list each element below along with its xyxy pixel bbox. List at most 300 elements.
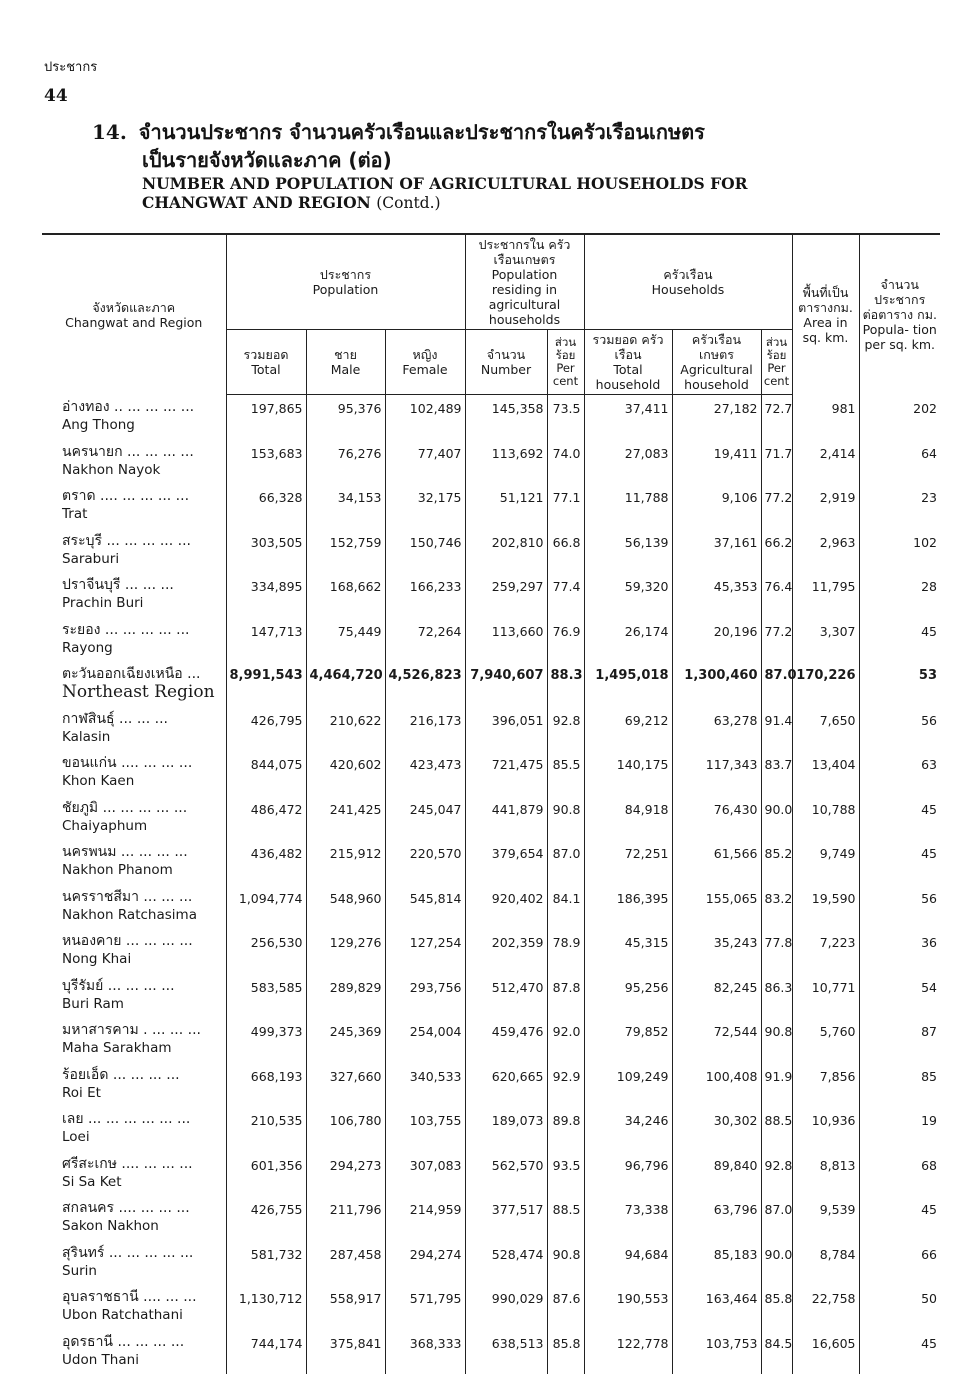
title-thai-line-2: เป็นรายจังหวัดและภาค (ต่อ) — [142, 146, 852, 174]
cell-hh-pct: 90.0 — [761, 1241, 792, 1286]
cell-hh-total: 59,320 — [584, 573, 672, 618]
header-female-th: หญิง — [388, 347, 463, 362]
header-ag-number-en: Number — [468, 362, 545, 377]
header-hh-percent — [761, 330, 792, 395]
cell-ag-pct: 92.8 — [547, 707, 584, 752]
cell-density: 53 — [859, 662, 940, 707]
cell-male: 294,273 — [306, 1152, 385, 1197]
cell-total: 147,713 — [226, 618, 306, 663]
header-households — [584, 234, 792, 330]
cell-hh-total: 72,251 — [584, 840, 672, 885]
cell-changwat — [42, 395, 226, 440]
header-area-th: พื้นที่เป็น ตารางกม. — [795, 285, 857, 315]
cell-total: 668,193 — [226, 1063, 306, 1108]
cell-density: 68 — [859, 1152, 940, 1197]
cell-area: 981 — [792, 395, 859, 440]
cell-total: 844,075 — [226, 751, 306, 796]
cell-changwat — [42, 707, 226, 752]
cell-hh-pct: 77.2 — [761, 618, 792, 663]
cell-ag-number: 920,402 — [465, 885, 547, 930]
cell-ag-number: 441,879 — [465, 796, 547, 841]
cell-hh-pct: 84.5 — [761, 1330, 792, 1374]
table-row — [42, 529, 940, 574]
cell-hh-total: 96,796 — [584, 1152, 672, 1197]
cell-hh-pct: 86.3 — [761, 974, 792, 1019]
header-ag-percent-th: ส่วน ร้อย — [550, 336, 582, 362]
cell-density: 102 — [859, 529, 940, 574]
table-number: 14. — [92, 120, 127, 144]
title-contd: (Contd.) — [376, 194, 440, 212]
cell-hh-ag: 117,343 — [672, 751, 761, 796]
cell-ag-number: 459,476 — [465, 1018, 547, 1063]
cell-female: 294,274 — [385, 1241, 465, 1286]
cell-changwat — [42, 840, 226, 885]
cell-hh-pct: 87.0 — [761, 662, 792, 707]
header-ag-household-en: Agricultural household — [675, 362, 759, 392]
changwat-english: Ubon Ratchathani — [62, 1306, 223, 1324]
changwat-thai: ชัยภูมิ ... ... ... ... ... — [62, 799, 223, 817]
page-number: 44 — [44, 86, 68, 106]
cell-hh-ag: 76,430 — [672, 796, 761, 841]
cell-area: 19,590 — [792, 885, 859, 930]
cell-density: 45 — [859, 1330, 940, 1374]
cell-female: 571,795 — [385, 1285, 465, 1330]
cell-total: 1,094,774 — [226, 885, 306, 930]
cell-male: 327,660 — [306, 1063, 385, 1108]
header-male — [306, 330, 385, 395]
cell-changwat — [42, 1152, 226, 1197]
cell-male: 287,458 — [306, 1241, 385, 1286]
header-density-en: Popula- tion per sq. km. — [862, 322, 939, 352]
cell-hh-ag: 37,161 — [672, 529, 761, 574]
changwat-thai: อุดรธานี ... ... ... ... — [62, 1333, 223, 1351]
changwat-english: Udon Thani — [62, 1351, 223, 1369]
cell-hh-total: 73,338 — [584, 1196, 672, 1241]
cell-hh-total: 56,139 — [584, 529, 672, 574]
cell-ag-pct: 87.8 — [547, 974, 584, 1019]
changwat-thai: สกลนคร .... ... ... ... — [62, 1199, 223, 1217]
cell-ag-number: 202,810 — [465, 529, 547, 574]
title-english-line-2 — [142, 193, 852, 213]
cell-male: 95,376 — [306, 395, 385, 440]
cell-ag-number: 990,029 — [465, 1285, 547, 1330]
header-total-en: Total — [229, 362, 304, 377]
changwat-english: Trat — [62, 505, 223, 523]
header-ag-population-en: Population residing in agricultural households — [468, 267, 582, 327]
cell-male: 129,276 — [306, 929, 385, 974]
cell-male: 245,369 — [306, 1018, 385, 1063]
cell-area: 170,226 — [792, 662, 859, 707]
cell-hh-pct: 77.8 — [761, 929, 792, 974]
header-households-en: Households — [587, 282, 790, 297]
changwat-english: Khon Kaen — [62, 772, 223, 790]
table-title — [92, 118, 852, 213]
cell-hh-total: 11,788 — [584, 484, 672, 529]
cell-hh-ag: 155,065 — [672, 885, 761, 930]
changwat-english: Sakon Nakhon — [62, 1217, 223, 1235]
cell-total: 436,482 — [226, 840, 306, 885]
cell-hh-pct: 72.7 — [761, 395, 792, 440]
cell-hh-pct: 88.5 — [761, 1107, 792, 1152]
cell-changwat — [42, 796, 226, 841]
cell-hh-ag: 85,183 — [672, 1241, 761, 1286]
cell-male: 75,449 — [306, 618, 385, 663]
cell-hh-ag: 82,245 — [672, 974, 761, 1019]
cell-ag-number: 51,121 — [465, 484, 547, 529]
cell-hh-pct: 91.9 — [761, 1063, 792, 1108]
table-row — [42, 1018, 940, 1063]
cell-total: 426,795 — [226, 707, 306, 752]
cell-total: 426,755 — [226, 1196, 306, 1241]
cell-ag-number: 721,475 — [465, 751, 547, 796]
cell-density: 28 — [859, 573, 940, 618]
running-head: ประชากร — [44, 56, 97, 77]
cell-ag-number: 377,517 — [465, 1196, 547, 1241]
header-density — [859, 234, 940, 395]
header-hh-percent-en: Per cent — [764, 362, 790, 388]
changwat-thai: ศรีสะเกษ .... ... ... ... — [62, 1155, 223, 1173]
cell-area: 9,749 — [792, 840, 859, 885]
cell-changwat — [42, 885, 226, 930]
cell-ag-pct: 85.8 — [547, 1330, 584, 1374]
cell-area: 3,307 — [792, 618, 859, 663]
cell-density: 23 — [859, 484, 940, 529]
table-row — [42, 395, 940, 440]
cell-hh-total: 186,395 — [584, 885, 672, 930]
cell-area: 2,963 — [792, 529, 859, 574]
header-population-en: Population — [229, 282, 463, 297]
header-ag-household-th: ครัวเรือน เกษตร — [675, 332, 759, 362]
cell-density: 66 — [859, 1241, 940, 1286]
changwat-english: Nakhon Ratchasima — [62, 906, 223, 924]
cell-area: 7,223 — [792, 929, 859, 974]
cell-hh-total: 109,249 — [584, 1063, 672, 1108]
cell-ag-pct: 77.1 — [547, 484, 584, 529]
table-row — [42, 707, 940, 752]
cell-area: 5,760 — [792, 1018, 859, 1063]
cell-ag-number: 113,692 — [465, 440, 547, 485]
cell-male: 4,464,720 — [306, 662, 385, 707]
header-ag-percent — [547, 330, 584, 395]
cell-area: 10,936 — [792, 1107, 859, 1152]
cell-area: 2,414 — [792, 440, 859, 485]
cell-total: 334,895 — [226, 573, 306, 618]
changwat-thai: ปราจีนบุรี ... ... ... — [62, 576, 223, 594]
header-region-th: จังหวัดและภาค — [44, 300, 224, 315]
cell-ag-pct: 93.5 — [547, 1152, 584, 1197]
cell-female: 293,756 — [385, 974, 465, 1019]
cell-density: 45 — [859, 1196, 940, 1241]
changwat-thai: สุรินทร์ ... ... ... ... ... — [62, 1244, 223, 1262]
cell-hh-pct: 66.2 — [761, 529, 792, 574]
header-total-household-en: Total household — [587, 362, 670, 392]
cell-changwat — [42, 974, 226, 1019]
table-row — [42, 840, 940, 885]
cell-changwat — [42, 484, 226, 529]
header-area — [792, 234, 859, 395]
cell-changwat — [42, 1285, 226, 1330]
changwat-thai: นครพนม ... ... ... ... — [62, 843, 223, 861]
cell-ag-pct: 88.3 — [547, 662, 584, 707]
cell-changwat — [42, 573, 226, 618]
table-body — [42, 395, 940, 1374]
changwat-thai: มหาสารคาม . ... ... ... — [62, 1021, 223, 1039]
cell-ag-pct: 73.5 — [547, 395, 584, 440]
cell-density: 64 — [859, 440, 940, 485]
cell-hh-total: 45,315 — [584, 929, 672, 974]
cell-hh-total: 1,495,018 — [584, 662, 672, 707]
cell-density: 87 — [859, 1018, 940, 1063]
changwat-english: Prachin Buri — [62, 594, 223, 612]
cell-female: 150,746 — [385, 529, 465, 574]
cell-hh-total: 27,083 — [584, 440, 672, 485]
table-row — [42, 1063, 940, 1108]
cell-female: 216,173 — [385, 707, 465, 752]
cell-ag-number: 202,359 — [465, 929, 547, 974]
header-region — [42, 234, 226, 395]
cell-density: 85 — [859, 1063, 940, 1108]
cell-male: 106,780 — [306, 1107, 385, 1152]
cell-changwat — [42, 929, 226, 974]
cell-area: 13,404 — [792, 751, 859, 796]
cell-male: 375,841 — [306, 1330, 385, 1374]
cell-changwat — [42, 1330, 226, 1374]
cell-ag-number: 259,297 — [465, 573, 547, 618]
cell-area: 9,539 — [792, 1196, 859, 1241]
header-ag-population-th: ประชากรใน ครัวเรือนเกษตร — [468, 237, 582, 267]
cell-male: 241,425 — [306, 796, 385, 841]
cell-ag-number: 7,940,607 — [465, 662, 547, 707]
header-total-th: รวมยอด — [229, 347, 304, 362]
cell-female: 214,959 — [385, 1196, 465, 1241]
changwat-thai: นครนายก ... ... ... ... — [62, 443, 223, 461]
cell-ag-number: 638,513 — [465, 1330, 547, 1374]
cell-hh-ag: 63,278 — [672, 707, 761, 752]
cell-density: 45 — [859, 618, 940, 663]
cell-hh-pct: 85.8 — [761, 1285, 792, 1330]
cell-ag-number: 528,474 — [465, 1241, 547, 1286]
cell-density: 56 — [859, 707, 940, 752]
header-male-en: Male — [309, 362, 383, 377]
header-total-household-th: รวมยอด ครัวเรือน — [587, 332, 670, 362]
cell-female: 103,755 — [385, 1107, 465, 1152]
header-ag-household — [672, 330, 761, 395]
cell-changwat — [42, 1063, 226, 1108]
changwat-thai: สระบุรี ... ... ... ... ... — [62, 532, 223, 550]
cell-hh-pct: 90.8 — [761, 1018, 792, 1063]
cell-changwat — [42, 1018, 226, 1063]
cell-ag-pct: 85.5 — [547, 751, 584, 796]
cell-area: 8,813 — [792, 1152, 859, 1197]
header-female — [385, 330, 465, 395]
cell-ag-pct: 66.8 — [547, 529, 584, 574]
changwat-english: Nakhon Nayok — [62, 461, 223, 479]
cell-density: 56 — [859, 885, 940, 930]
header-population-th: ประชากร — [229, 267, 463, 282]
statistics-table — [42, 233, 940, 1374]
table-row — [42, 618, 940, 663]
cell-male: 548,960 — [306, 885, 385, 930]
cell-ag-pct: 92.0 — [547, 1018, 584, 1063]
cell-ag-number: 396,051 — [465, 707, 547, 752]
cell-female: 368,333 — [385, 1330, 465, 1374]
cell-hh-ag: 100,408 — [672, 1063, 761, 1108]
cell-female: 166,233 — [385, 573, 465, 618]
cell-hh-ag: 103,753 — [672, 1330, 761, 1374]
cell-density: 202 — [859, 395, 940, 440]
cell-hh-total: 84,918 — [584, 796, 672, 841]
changwat-english: Maha Sarakham — [62, 1039, 223, 1057]
header-households-th: ครัวเรือน — [587, 267, 790, 282]
title-english-text-2: CHANGWAT AND REGION — [142, 193, 371, 212]
header-area-en: Area in sq. km. — [795, 315, 857, 345]
cell-total: 601,356 — [226, 1152, 306, 1197]
cell-female: 32,175 — [385, 484, 465, 529]
cell-total: 8,991,543 — [226, 662, 306, 707]
cell-hh-pct: 90.0 — [761, 796, 792, 841]
cell-changwat — [42, 751, 226, 796]
cell-hh-ag: 30,302 — [672, 1107, 761, 1152]
cell-male: 289,829 — [306, 974, 385, 1019]
cell-hh-total: 94,684 — [584, 1241, 672, 1286]
table-row — [42, 1196, 940, 1241]
cell-female: 245,047 — [385, 796, 465, 841]
cell-male: 215,912 — [306, 840, 385, 885]
cell-ag-pct: 76.9 — [547, 618, 584, 663]
changwat-english: Ang Thong — [62, 416, 223, 434]
changwat-thai: ขอนแก่น .... ... ... ... — [62, 754, 223, 772]
cell-density: 19 — [859, 1107, 940, 1152]
changwat-english: Northeast Region — [62, 683, 223, 701]
cell-ag-number: 562,570 — [465, 1152, 547, 1197]
table-row — [42, 929, 940, 974]
cell-female: 127,254 — [385, 929, 465, 974]
cell-hh-pct: 71.7 — [761, 440, 792, 485]
cell-ag-pct: 84.1 — [547, 885, 584, 930]
table-row — [42, 1285, 940, 1330]
table-row — [42, 1330, 940, 1374]
changwat-thai: อุบลราชธานี .... ... ... — [62, 1288, 223, 1306]
cell-male: 34,153 — [306, 484, 385, 529]
cell-density: 45 — [859, 796, 940, 841]
cell-hh-total: 37,411 — [584, 395, 672, 440]
cell-total: 303,505 — [226, 529, 306, 574]
changwat-thai: กาฬสินธุ์ ... ... ... — [62, 710, 223, 728]
cell-female: 423,473 — [385, 751, 465, 796]
cell-hh-ag: 163,464 — [672, 1285, 761, 1330]
cell-total: 486,472 — [226, 796, 306, 841]
changwat-english: Surin — [62, 1262, 223, 1280]
cell-density: 45 — [859, 840, 940, 885]
changwat-thai: บุรีรัมย์ ... ... ... ... — [62, 977, 223, 995]
cell-hh-total: 122,778 — [584, 1330, 672, 1374]
title-thai-text-1: จำนวนประชากร จำนวนครัวเรือนและประชากรในครัวเรือนเกษตร — [139, 120, 705, 144]
cell-ag-pct: 88.5 — [547, 1196, 584, 1241]
changwat-thai: หนองคาย ... ... ... ... — [62, 932, 223, 950]
cell-changwat — [42, 662, 226, 707]
cell-male: 76,276 — [306, 440, 385, 485]
cell-hh-ag: 1,300,460 — [672, 662, 761, 707]
header-total-household — [584, 330, 672, 395]
table-row — [42, 440, 940, 485]
header-total — [226, 330, 306, 395]
cell-hh-ag: 19,411 — [672, 440, 761, 485]
cell-hh-pct: 76.4 — [761, 573, 792, 618]
cell-total: 256,530 — [226, 929, 306, 974]
cell-hh-pct: 83.2 — [761, 885, 792, 930]
cell-area: 10,771 — [792, 974, 859, 1019]
cell-hh-ag: 9,106 — [672, 484, 761, 529]
cell-ag-pct: 89.8 — [547, 1107, 584, 1152]
cell-total: 153,683 — [226, 440, 306, 485]
header-male-th: ชาย — [309, 347, 383, 362]
cell-ag-number: 113,660 — [465, 618, 547, 663]
header-ag-percent-en: Per cent — [550, 362, 582, 388]
changwat-thai: ระยอง ... ... ... ... ... — [62, 621, 223, 639]
cell-female: 307,083 — [385, 1152, 465, 1197]
cell-total: 1,130,712 — [226, 1285, 306, 1330]
cell-female: 545,814 — [385, 885, 465, 930]
header-female-en: Female — [388, 362, 463, 377]
changwat-thai: นครราชสีมา ... ... ... — [62, 888, 223, 906]
cell-male: 152,759 — [306, 529, 385, 574]
table-row — [42, 484, 940, 529]
changwat-english: Si Sa Ket — [62, 1173, 223, 1191]
changwat-english: Saraburi — [62, 550, 223, 568]
cell-area: 2,919 — [792, 484, 859, 529]
cell-hh-pct: 77.2 — [761, 484, 792, 529]
header-ag-number — [465, 330, 547, 395]
changwat-english: Kalasin — [62, 728, 223, 746]
cell-female: 220,570 — [385, 840, 465, 885]
cell-total: 197,865 — [226, 395, 306, 440]
cell-total: 744,174 — [226, 1330, 306, 1374]
cell-ag-pct: 74.0 — [547, 440, 584, 485]
cell-hh-ag: 72,544 — [672, 1018, 761, 1063]
changwat-thai: ตราด .... ... ... ... ... — [62, 487, 223, 505]
cell-total: 583,585 — [226, 974, 306, 1019]
cell-male: 210,622 — [306, 707, 385, 752]
table-row — [42, 1241, 940, 1286]
cell-hh-ag: 20,196 — [672, 618, 761, 663]
cell-hh-ag: 45,353 — [672, 573, 761, 618]
cell-hh-total: 190,553 — [584, 1285, 672, 1330]
cell-hh-pct: 85.2 — [761, 840, 792, 885]
cell-hh-ag: 27,182 — [672, 395, 761, 440]
cell-hh-pct: 83.7 — [761, 751, 792, 796]
changwat-english: Nong Khai — [62, 950, 223, 968]
cell-total: 581,732 — [226, 1241, 306, 1286]
cell-ag-number: 620,665 — [465, 1063, 547, 1108]
changwat-english: Buri Ram — [62, 995, 223, 1013]
cell-area: 7,856 — [792, 1063, 859, 1108]
cell-area: 22,758 — [792, 1285, 859, 1330]
cell-hh-pct: 92.8 — [761, 1152, 792, 1197]
changwat-thai: อ่างทอง .. ... ... ... ... — [62, 398, 223, 416]
cell-hh-total: 95,256 — [584, 974, 672, 1019]
header-region-en: Changwat and Region — [44, 315, 224, 330]
cell-hh-ag: 35,243 — [672, 929, 761, 974]
cell-female: 4,526,823 — [385, 662, 465, 707]
cell-ag-pct: 87.0 — [547, 840, 584, 885]
cell-female: 72,264 — [385, 618, 465, 663]
cell-changwat — [42, 1196, 226, 1241]
cell-changwat — [42, 618, 226, 663]
cell-total: 210,535 — [226, 1107, 306, 1152]
cell-hh-ag: 89,840 — [672, 1152, 761, 1197]
cell-hh-total: 69,212 — [584, 707, 672, 752]
cell-male: 420,602 — [306, 751, 385, 796]
